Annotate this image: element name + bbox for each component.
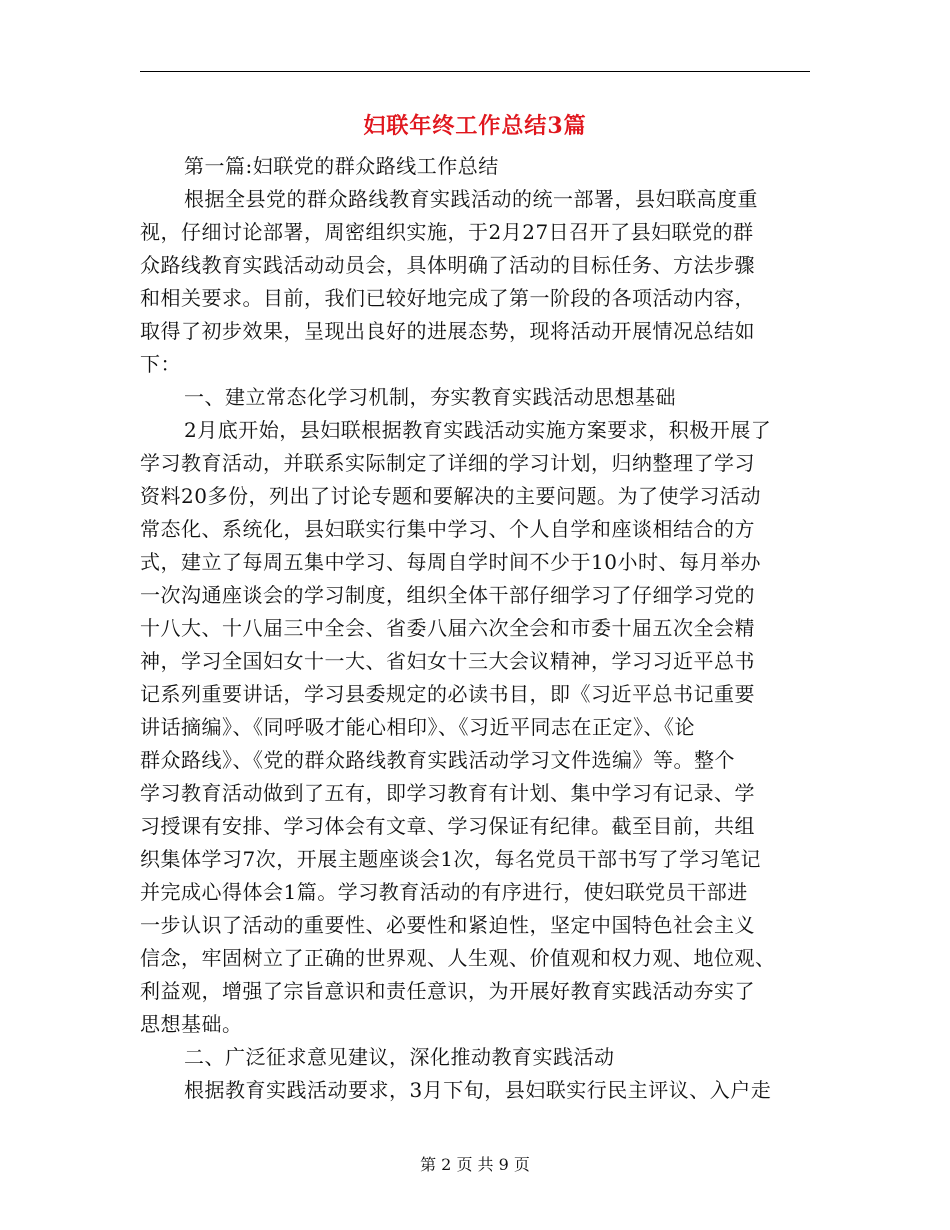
text-line: 习授课有安排、学习体会有文章、学习保证有纪律。截至目前，共组: [140, 814, 755, 838]
section-heading-part-one: 第一篇:妇联党的群众路线工作总结: [184, 154, 499, 178]
text-line: 2月底开始，县妇联根据教育实践活动实施方案要求，积极开展了: [184, 418, 772, 442]
text-line: 讲话摘编》、《同呼吸才能心相印》、《习近平同志在正定》、《论: [140, 715, 695, 739]
document-body: [140, 150, 812, 1107]
page-number: 第 2 页 共 9 页: [420, 1155, 530, 1174]
text-line: 利益观，增强了宗旨意识和责任意识，为开展好教育实践活动夯实了: [140, 979, 755, 1003]
text-line: 众路线教育实践活动动员会，具体明确了活动的目标任务、方法步骤: [140, 253, 755, 277]
text-line: 记系列重要讲话，学习县委规定的必读书目，即《习近平总书记重要: [140, 682, 755, 706]
text-line: 群众路线》、《党的群众路线教育实践活动学习文件选编》等。整个: [140, 748, 735, 772]
text-line: 常态化、系统化，县妇联实行集中学习、个人自学和座谈相结合的方: [140, 517, 755, 541]
text-line: 和相关要求。目前，我们已较好地完成了第一阶段的各项活动内容，: [140, 286, 755, 310]
section-heading-two: 二、广泛征求意见建议，深化推动教育实践活动: [184, 1045, 615, 1069]
text-line: 一次沟通座谈会的学习制度，组织全体干部仔细学习了仔细学习党的: [140, 583, 755, 607]
text-line: 思想基础。: [140, 1012, 243, 1036]
text-line: 十八大、十八届三中全会、省委八届六次全会和市委十届五次全会精: [140, 616, 755, 640]
text-line: 根据全县党的群众路线教育实践活动的统一部署，县妇联高度重: [184, 187, 758, 211]
header-rule: [140, 71, 810, 72]
text-line: 资料20多份，列出了讨论专题和要解决的主要问题。为了使学习活动: [140, 484, 761, 508]
text-line: 视，仔细讨论部署，周密组织实施，于2月27日召开了县妇联党的群: [140, 220, 754, 244]
document-title: 妇联年终工作总结3篇: [363, 113, 587, 139]
text-line: 信念，牢固树立了正确的世界观、人生观、价值观和权力观、地位观、: [140, 946, 776, 970]
text-line: 根据教育实践活动要求，3月下旬，县妇联实行民主评议、入户走: [184, 1078, 772, 1102]
text-line: 一步认识了活动的重要性、必要性和紧迫性，坚定中国特色社会主义: [140, 913, 755, 937]
text-line: 学习教育活动，并联系实际制定了详细的学习计划，归纳整理了学习: [140, 451, 755, 475]
text-line: 下：: [140, 352, 181, 376]
text-line: 织集体学习7次，开展主题座谈会1次，每名党员干部书写了学习笔记: [140, 847, 761, 871]
text-line: 学习教育活动做到了五有，即学习教育有计划、集中学习有记录、学: [140, 781, 755, 805]
text-line: 式，建立了每周五集中学习、每周自学时间不少于10小时、每月举办: [140, 550, 761, 574]
text-line: 取得了初步效果，呈现出良好的进展态势，现将活动开展情况总结如: [140, 319, 755, 343]
text-line: 神，学习全国妇女十一大、省妇女十三大会议精神，学习习近平总书: [140, 649, 755, 673]
section-heading-one: 一、建立常态化学习机制，夯实教育实践活动思想基础: [184, 385, 676, 409]
text-line: 并完成心得体会1篇。学习教育活动的有序进行，使妇联党员干部进: [140, 880, 748, 904]
